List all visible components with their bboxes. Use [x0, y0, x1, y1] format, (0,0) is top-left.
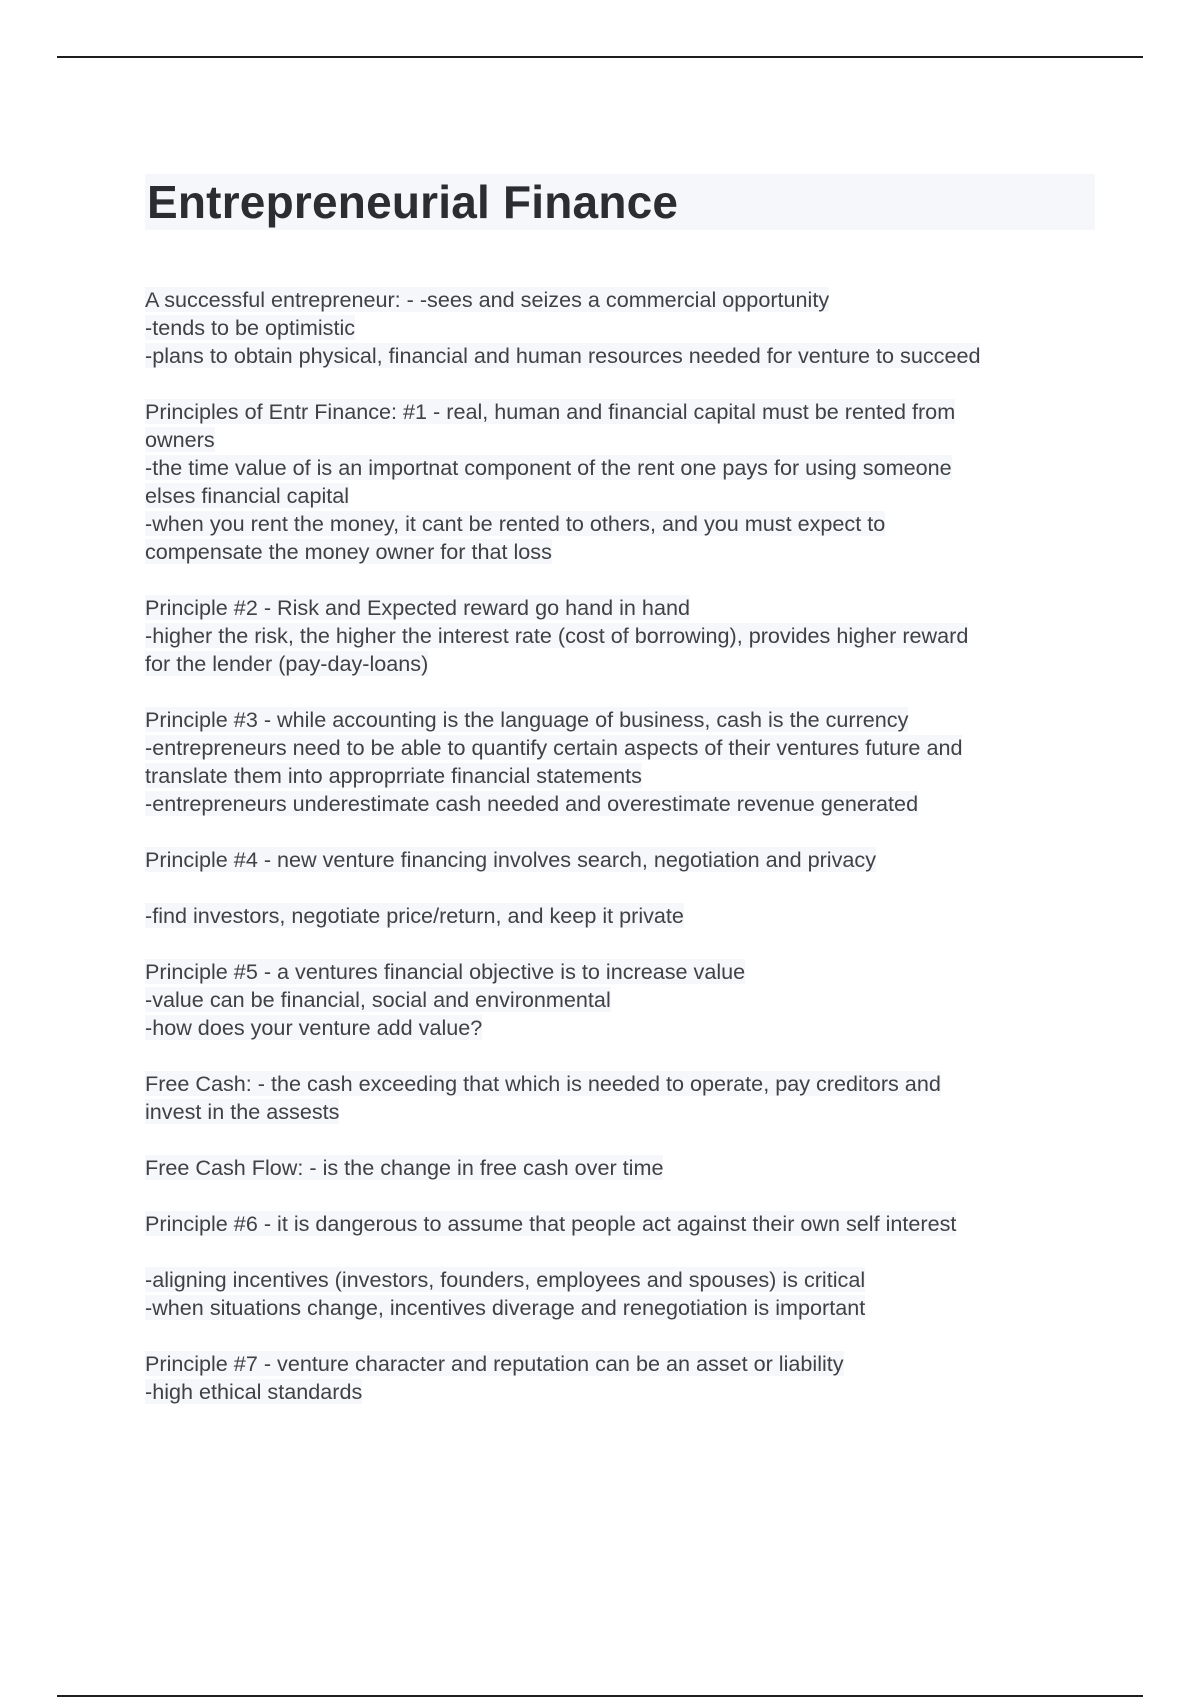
entry-line-text: -find investors, negotiate price/return, and keep it private [145, 903, 684, 928]
entry-line [145, 846, 1095, 874]
entry-line [145, 1098, 1095, 1126]
entry-line [145, 510, 1095, 538]
entry-line [145, 650, 1095, 678]
entry-line [145, 1210, 1095, 1238]
entry-line [145, 1350, 1095, 1378]
entry-line [145, 314, 1095, 342]
entry-line-text: Principle #5 - a ventures financial objective is to increase value [145, 959, 746, 984]
entry-line [145, 734, 1095, 762]
entry-line [145, 986, 1095, 1014]
entry-block [145, 398, 1095, 566]
entry-block [145, 1210, 1095, 1238]
entry-block [145, 902, 1095, 930]
entry-line-text: Free Cash: - the cash exceeding that which is needed to operate, pay creditors and [145, 1071, 941, 1096]
entry-line [145, 1294, 1095, 1322]
entry-line [145, 398, 1095, 426]
entry-line [145, 1378, 1095, 1406]
entry-line [145, 286, 1095, 314]
entry-block [145, 594, 1095, 678]
entry-line-text: Free Cash Flow: - is the change in free cash over time [145, 1155, 664, 1180]
entry-list [145, 286, 1095, 1406]
entry-line-text: Principle #3 - while accounting is the language of business, cash is the currency [145, 707, 909, 732]
entry-line [145, 1014, 1095, 1042]
entry-line [145, 1154, 1095, 1182]
entry-line-text: -plans to obtain physical, financial and human resources needed for venture to succeed [145, 343, 981, 368]
document-body [145, 174, 1095, 1434]
entry-line-text: -the time value of is an importnat component of the rent one pays for using someone [145, 455, 952, 480]
entry-line-text: -higher the risk, the higher the interest rate (cost of borrowing), provides higher reward [145, 623, 969, 648]
entry-line-text: Principle #7 - venture character and reputation can be an asset or liability [145, 1351, 844, 1376]
entry-line [145, 342, 1095, 370]
entry-block [145, 958, 1095, 1042]
entry-line [145, 958, 1095, 986]
top-rule [57, 56, 1143, 58]
entry-block [145, 1070, 1095, 1126]
entry-line-text: -entrepreneurs underestimate cash needed and overestimate revenue generated [145, 791, 919, 816]
entry-line-text: elses financial capital [145, 483, 350, 508]
entry-line-text: translate them into approprriate financial statements [145, 763, 642, 788]
entry-line [145, 790, 1095, 818]
entry-line-text: compensate the money owner for that loss [145, 539, 552, 564]
entry-block [145, 1350, 1095, 1406]
entry-line [145, 706, 1095, 734]
entry-line-text: -tends to be optimistic [145, 315, 356, 340]
entry-line [145, 538, 1095, 566]
entry-block [145, 286, 1095, 370]
entry-line [145, 426, 1095, 454]
entry-line-text: invest in the assests [145, 1099, 340, 1124]
entry-line [145, 1070, 1095, 1098]
bottom-rule [57, 1695, 1143, 1697]
entry-line [145, 482, 1095, 510]
entry-block [145, 1154, 1095, 1182]
entry-block [145, 846, 1095, 874]
entry-line [145, 1266, 1095, 1294]
entry-line-text: -when you rent the money, it cant be rented to others, and you must expect to [145, 511, 886, 536]
entry-block [145, 1266, 1095, 1322]
entry-line-text: -aligning incentives (investors, founders, employees and spouses) is critical [145, 1267, 866, 1292]
entry-line-text: Principle #6 - it is dangerous to assume that people act against their own self interest [145, 1211, 957, 1236]
entry-block [145, 706, 1095, 818]
entry-line-text: -entrepreneurs need to be able to quantify certain aspects of their ventures future and [145, 735, 963, 760]
entry-line-text: -value can be financial, social and environmental [145, 987, 611, 1012]
entry-line [145, 594, 1095, 622]
entry-line-text: Principles of Entr Finance: #1 - real, human and financial capital must be rented from [145, 399, 956, 424]
entry-line [145, 622, 1095, 650]
document-title: Entrepreneurial Finance [145, 174, 1095, 230]
entry-line-text: -how does your venture add value? [145, 1015, 483, 1040]
entry-line [145, 454, 1095, 482]
entry-line-text: A successful entrepreneur: - -sees and seizes a commercial opportunity [145, 287, 830, 312]
entry-line-text: Principle #4 - new venture financing involves search, negotiation and privacy [145, 847, 877, 872]
entry-line [145, 902, 1095, 930]
entry-line-text: for the lender (pay-day-loans) [145, 651, 429, 676]
entry-line [145, 762, 1095, 790]
entry-line-text: Principle #2 - Risk and Expected reward go hand in hand [145, 595, 690, 620]
entry-line-text: owners [145, 427, 215, 452]
entry-line-text: -when situations change, incentives diverage and renegotiation is important [145, 1295, 866, 1320]
entry-line-text: -high ethical standards [145, 1379, 363, 1404]
